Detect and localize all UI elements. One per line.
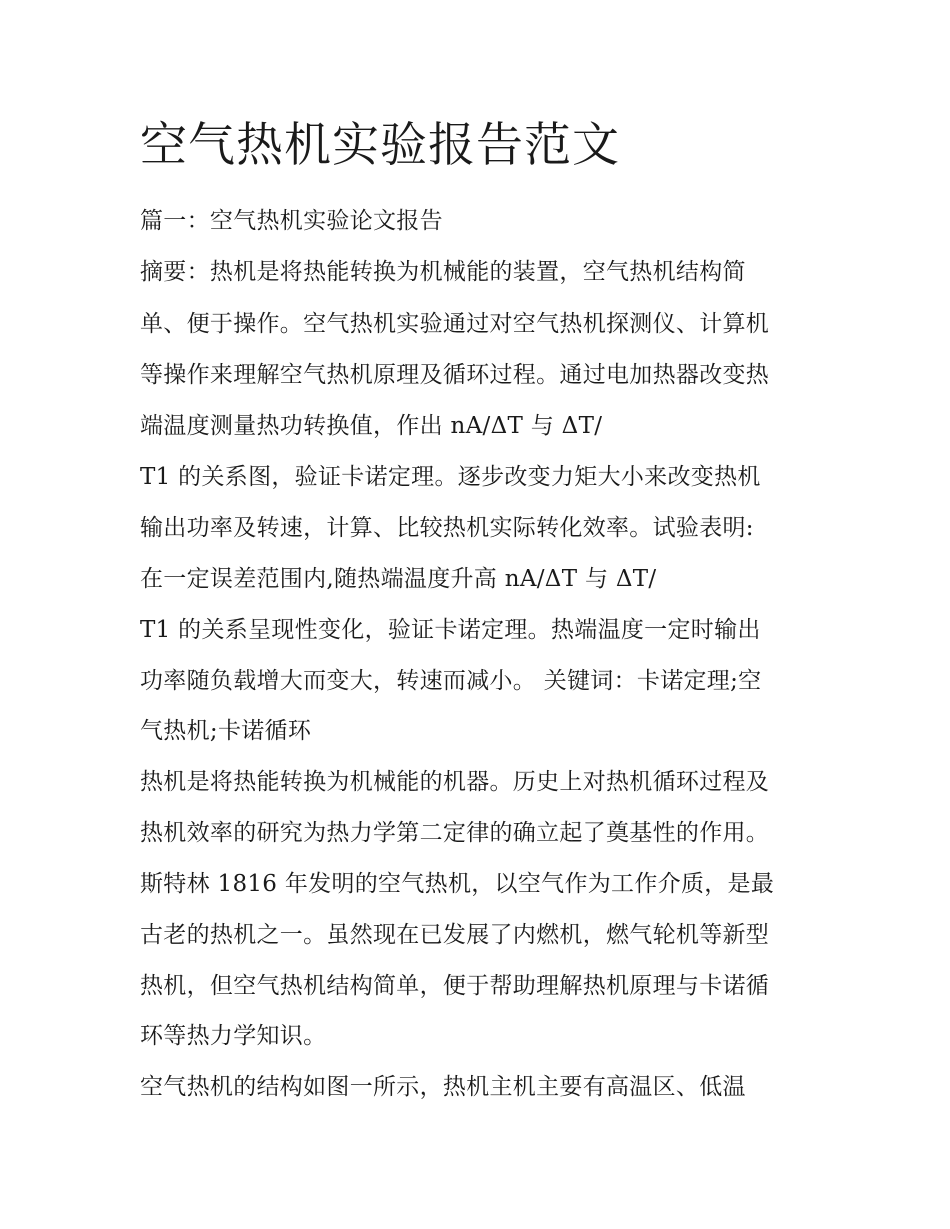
- text-line: 热机是将热能转换为机械能的机器。历史上对热机循环过程及: [140, 769, 770, 795]
- text-line: 环等热力学知识。: [140, 1023, 327, 1049]
- text-line: 篇一：空气热机实验论文报告: [140, 208, 443, 234]
- text-line: 在一定误差范围内,随热端温度升高 nA/ΔT 与 ΔT/: [140, 566, 657, 592]
- text-line: 热机效率的研究为热力学第二定律的确立起了奠基性的作用。: [140, 820, 770, 846]
- text-line: 功率随负载增大而变大，转速而减小。 关键词：卡诺定理;空: [140, 668, 762, 694]
- text-line: 摘要：热机是将热能转换为机械能的装置，空气热机结构简: [140, 259, 746, 285]
- text-line: 古老的热机之一。虽然现在已发展了内燃机，燃气轮机等新型: [140, 922, 770, 948]
- text-line: 气热机;卡诺循环: [140, 718, 312, 744]
- text-line: 输出功率及转速，计算、比较热机实际转化效率。试验表明:: [140, 515, 754, 541]
- document-title: 空气热机实验报告范文: [140, 118, 620, 173]
- text-line: 端温度测量热功转换值，作出 nA/ΔT 与 ΔT/: [140, 413, 603, 439]
- text-line: 热机，但空气热机结构简单，便于帮助理解热机原理与卡诺循: [140, 973, 770, 999]
- text-line: T1 的关系图，验证卡诺定理。逐步改变力矩大小来改变热机: [140, 464, 761, 490]
- text-line: 等操作来理解空气热机原理及循环过程。通过电加热器改变热: [140, 362, 770, 388]
- text-line: 空气热机的结构如图一所示，热机主机主要有高温区、低温: [140, 1074, 746, 1100]
- text-line: 单、便于操作。空气热机实验通过对空气热机探测仪、计算机: [140, 311, 770, 337]
- text-line: 斯特林 1816 年发明的空气热机，以空气作为工作介质，是最: [140, 871, 775, 897]
- text-line: T1 的关系呈现性变化，验证卡诺定理。热端温度一定时输出: [140, 617, 761, 643]
